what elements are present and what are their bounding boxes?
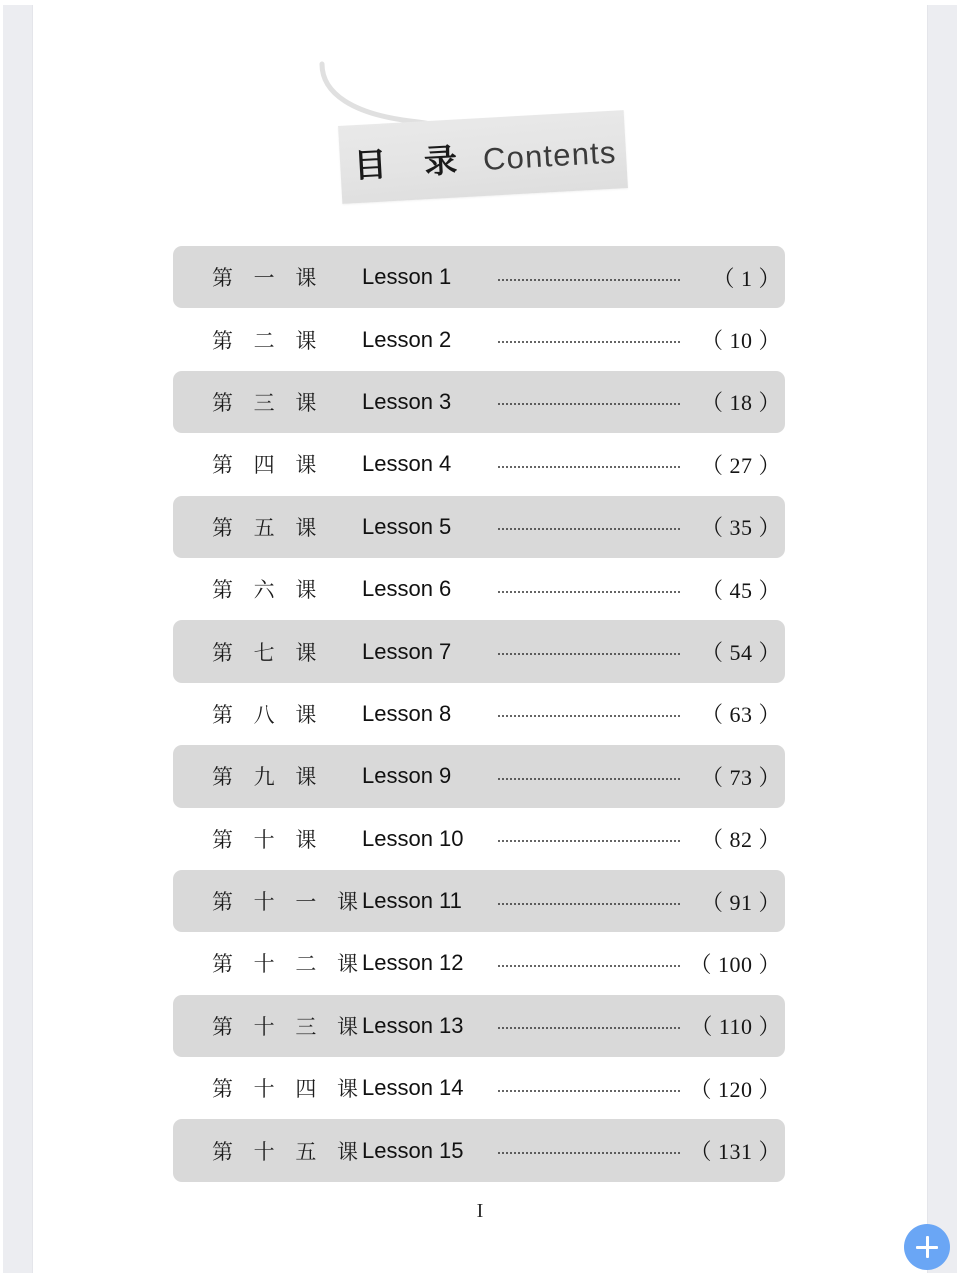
toc-lesson-english: Lesson 15	[362, 1137, 464, 1163]
toc-dotted-leader	[498, 652, 680, 655]
toc-page-number: （ 35 ）	[700, 515, 781, 541]
toc-lesson-english: Lesson 10	[362, 825, 464, 851]
plus-icon	[916, 1236, 938, 1258]
toc-lesson-chinese: 第 二 课	[212, 328, 324, 353]
toc-dotted-leader	[498, 1026, 680, 1029]
toc-row[interactable]	[173, 308, 785, 370]
toc-row[interactable]	[173, 620, 785, 682]
toc-page-number: （ 82 ）	[700, 827, 781, 853]
toc-row[interactable]	[173, 1119, 785, 1181]
toc-row[interactable]	[173, 246, 785, 308]
toc-lesson-english: Lesson 4	[362, 451, 452, 477]
toc-lesson-chinese: 第 十 五 课	[212, 1139, 366, 1164]
table-of-contents-list	[173, 246, 785, 1182]
toc-row[interactable]	[173, 932, 785, 994]
toc-lesson-chinese: 第 四 课	[212, 453, 324, 478]
toc-row[interactable]	[173, 745, 785, 807]
toc-lesson-english: Lesson 8	[362, 700, 452, 726]
toc-lesson-english: Lesson 5	[362, 513, 452, 539]
toc-dotted-leader	[498, 902, 680, 905]
toc-page-number: （ 1 ）	[712, 265, 781, 291]
toc-dotted-leader	[498, 590, 680, 593]
toc-row[interactable]	[173, 870, 785, 932]
toc-lesson-english: Lesson 9	[362, 763, 452, 789]
toc-lesson-chinese: 第 九 课	[212, 765, 324, 790]
toc-dotted-leader	[498, 777, 680, 780]
toc-dotted-leader	[498, 402, 680, 405]
toc-dotted-leader	[498, 340, 680, 343]
toc-row[interactable]	[173, 433, 785, 495]
toc-lesson-english: Lesson 7	[362, 638, 452, 664]
toc-lesson-english: Lesson 11	[362, 888, 462, 914]
toc-lesson-english: Lesson 6	[362, 576, 452, 602]
toc-page-number: （ 120 ）	[689, 1076, 781, 1102]
toc-row[interactable]	[173, 1057, 785, 1119]
toc-row[interactable]	[173, 371, 785, 433]
toc-row[interactable]	[173, 995, 785, 1057]
toc-lesson-chinese: 第 一 课	[212, 266, 324, 291]
toc-page-number: （ 10 ）	[700, 328, 781, 354]
reader-right-margin-strip	[927, 5, 957, 1273]
page-number-footer: I	[476, 1200, 484, 1222]
toc-page-number: （ 100 ）	[689, 951, 781, 977]
toc-page-number: （ 91 ）	[700, 889, 781, 915]
toc-row[interactable]	[173, 558, 785, 620]
toc-page-number: （ 73 ）	[700, 764, 781, 790]
toc-page-number: （ 131 ）	[689, 1139, 781, 1165]
toc-lesson-chinese: 第 五 课	[212, 515, 324, 540]
toc-lesson-english: Lesson 2	[362, 326, 452, 352]
toc-dotted-leader	[498, 1089, 680, 1092]
toc-dotted-leader	[498, 278, 680, 281]
toc-page-number: （ 45 ）	[700, 577, 781, 603]
toc-page-number: （ 18 ）	[700, 390, 781, 416]
toc-lesson-chinese: 第 七 课	[212, 640, 324, 665]
toc-lesson-chinese: 第 十 三 课	[212, 1014, 366, 1039]
toc-dotted-leader	[498, 465, 680, 468]
toc-page-number: （ 27 ）	[700, 452, 781, 478]
toc-lesson-chinese: 第 十 一 课	[212, 890, 366, 915]
toc-row[interactable]	[173, 683, 785, 745]
add-floating-action-button[interactable]	[904, 1224, 950, 1270]
toc-lesson-chinese: 第 八 课	[212, 702, 324, 727]
toc-row[interactable]	[173, 808, 785, 870]
reader-left-margin-strip	[3, 5, 33, 1273]
toc-dotted-leader	[498, 1151, 680, 1154]
toc-lesson-chinese: 第 十 四 课	[212, 1077, 366, 1102]
toc-lesson-english: Lesson 12	[362, 950, 464, 976]
toc-lesson-english: Lesson 1	[362, 264, 452, 290]
toc-lesson-english: Lesson 13	[362, 1012, 464, 1038]
contents-title-chinese: 目 录	[352, 139, 472, 185]
toc-dotted-leader	[498, 527, 680, 530]
toc-page-number: （ 63 ）	[700, 702, 781, 728]
toc-lesson-english: Lesson 3	[362, 388, 452, 414]
toc-lesson-chinese: 第 十 课	[212, 827, 324, 852]
toc-page-number: （ 54 ）	[700, 640, 781, 666]
toc-lesson-chinese: 第 三 课	[212, 390, 324, 415]
toc-page-number: （ 110 ）	[690, 1014, 781, 1040]
toc-dotted-leader	[498, 714, 680, 717]
toc-lesson-chinese: 第 六 课	[212, 578, 324, 603]
toc-dotted-leader	[498, 839, 680, 842]
contents-header	[33, 0, 927, 230]
toc-row[interactable]	[173, 496, 785, 558]
toc-lesson-chinese: 第 十 二 课	[212, 952, 366, 977]
toc-dotted-leader	[498, 964, 680, 967]
book-page	[33, 0, 927, 1280]
contents-title-english: Contents	[482, 134, 618, 177]
toc-lesson-english: Lesson 14	[362, 1075, 464, 1101]
contents-title-banner	[338, 110, 628, 204]
